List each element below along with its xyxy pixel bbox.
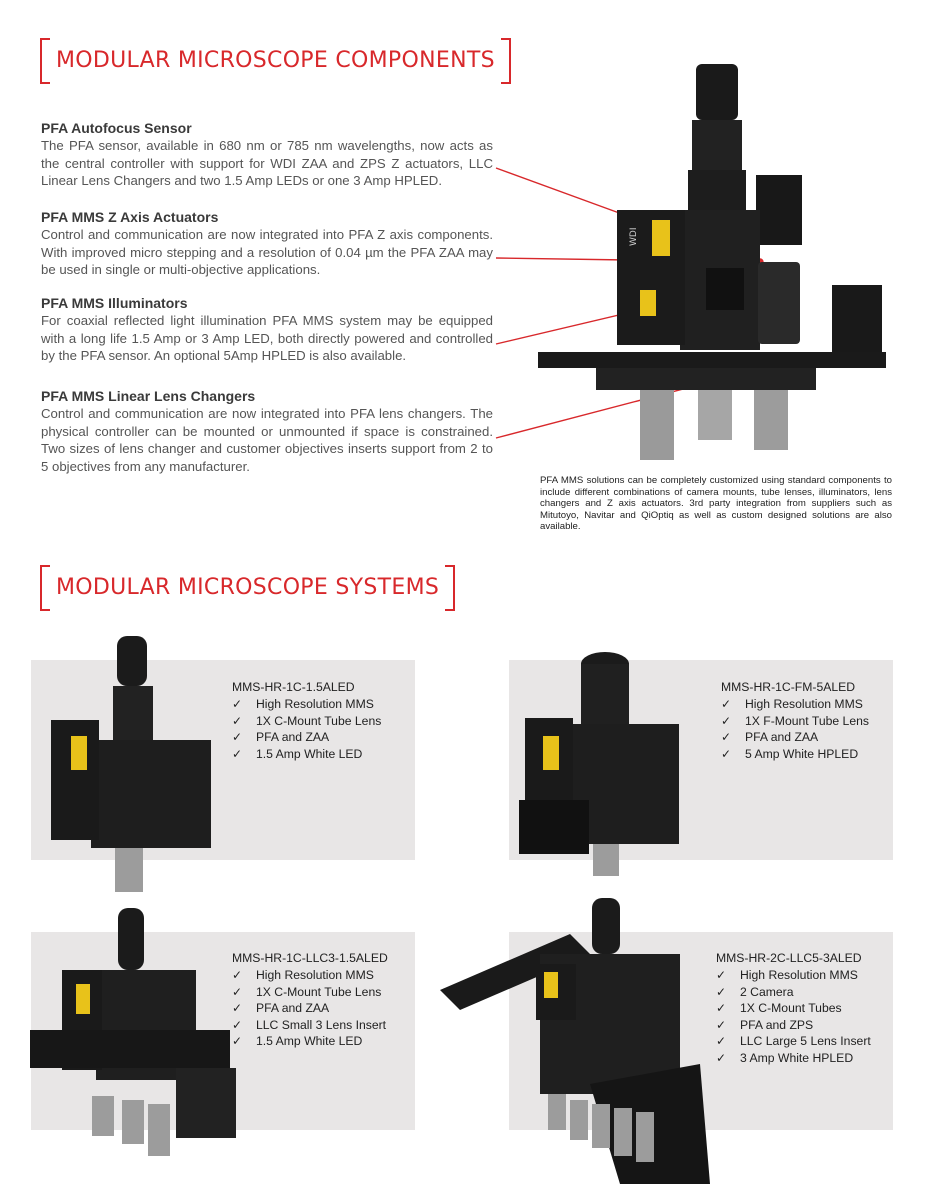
feature-title: PFA Autofocus Sensor	[41, 120, 192, 136]
feature-body: For coaxial reflected light illumination PFA MMS system may be equipped with a long life 1.5 Amp or 3 Amp LED, both directly powered and controlled by the PFA sensor. An optional 5Amp HPLED is also available.	[41, 313, 493, 364]
check-icon: ✓	[232, 730, 243, 745]
system-feature-list	[232, 696, 381, 762]
list-item: ✓ 1.5 Amp White LED	[232, 746, 363, 761]
check-icon: ✓	[232, 697, 243, 711]
system-model: MMS-HR-1C-1.5ALED	[232, 680, 355, 694]
check-icon: ✓	[232, 968, 243, 982]
system-model: MMS-HR-1C-LLC3-1.5ALED	[232, 951, 388, 965]
list-item: ✓ 2 Camera	[716, 984, 794, 999]
check-icon: ✓	[716, 1017, 727, 1032]
feature-title: PFA MMS Z Axis Actuators	[41, 209, 219, 225]
system-2-illustration	[509, 640, 709, 880]
list-item: ✓ LLC Large 5 Lens Insert	[716, 1034, 871, 1049]
check-icon: ✓	[232, 984, 243, 999]
system-feature-list	[232, 967, 388, 1050]
feature-body: Control and communication are now integrated into PFA lens changers. The physical controller can be mounted or unmounted if space is constrained. Two sizes of lens changer and customer objectives inserts support from 2 to 5 objectives from any manufacturer.	[41, 406, 493, 474]
list-item: ✓ 1.5 Amp White LED	[232, 1034, 363, 1049]
check-icon: ✓	[232, 746, 243, 761]
check-icon: ✓	[721, 746, 732, 761]
list-item: ✓ PFA and ZAA	[232, 1001, 330, 1016]
feature-body: The PFA sensor, available in 680 nm or 785 nm wavelengths, now acts as the central controller with support for WDI ZAA and ZPS Z actuators, LLC Linear Lens Changers and two 1.5 Amp LEDs or one 3 Amp HPLED.	[41, 138, 493, 189]
system-4-info	[716, 951, 871, 1067]
system-feature-list	[721, 696, 869, 762]
component-assembly-illustration	[0, 0, 927, 470]
list-item: ✓ High Resolution MMS	[232, 968, 374, 982]
check-icon: ✓	[716, 1001, 727, 1016]
list-item: ✓ PFA and ZAA	[721, 730, 819, 745]
list-item: ✓ LLC Small 3 Lens Insert	[232, 1017, 387, 1032]
check-icon: ✓	[232, 1034, 243, 1049]
wdi-logo: WDI	[629, 227, 639, 246]
system-3-illustration	[26, 900, 246, 1165]
system-model: MMS-HR-2C-LLC5-3ALED	[716, 951, 862, 965]
feature-title: PFA MMS Linear Lens Changers	[41, 388, 256, 404]
list-item: ✓ 1X C-Mount Tube Lens	[232, 984, 382, 999]
system-3-info	[232, 951, 388, 1050]
system-4-illustration	[440, 894, 710, 1179]
system-model: MMS-HR-1C-FM-5ALED	[721, 680, 856, 694]
check-icon: ✓	[232, 1001, 243, 1016]
check-icon: ✓	[721, 730, 732, 745]
list-item: ✓ PFA and ZAA	[232, 730, 330, 745]
check-icon: ✓	[232, 713, 243, 728]
feature-title: PFA MMS Illuminators	[41, 295, 188, 311]
check-icon: ✓	[716, 984, 727, 999]
list-item: ✓ 5 Amp White HPLED	[721, 746, 859, 761]
check-icon: ✓	[721, 713, 732, 728]
list-item: ✓ High Resolution MMS	[716, 968, 858, 982]
list-item: ✓ 1X C-Mount Tubes	[716, 1001, 842, 1016]
component-image-caption: PFA MMS solutions can be completely customized using standard components to include different combinations of camera mounts, tube lenses, illuminators, lens changers and Z axis actuators. 3rd party integration from suppliers such as Mitutoyo, Navitar and QiOptiq as well as custom designed solutions are also available.	[540, 475, 892, 533]
list-item: ✓ 1X F-Mount Tube Lens	[721, 713, 869, 728]
system-1-illustration	[31, 630, 241, 895]
system-feature-list	[716, 967, 871, 1067]
check-icon: ✓	[232, 1017, 243, 1032]
check-icon: ✓	[716, 1034, 727, 1049]
check-icon: ✓	[716, 1050, 727, 1065]
check-icon: ✓	[716, 968, 727, 982]
system-1-info	[232, 680, 381, 762]
list-item: ✓ High Resolution MMS	[232, 697, 374, 711]
feature-body: Control and communication are now integrated into PFA Z axis components. With improved micro stepping and a resolution of 0.04 µm the PFA ZAA may be used in single or multi-objective applications.	[41, 227, 493, 278]
check-icon: ✓	[721, 697, 732, 711]
components-heading: MODULAR MICROSCOPE COMPONENTS	[40, 38, 511, 84]
systems-heading: MODULAR MICROSCOPE SYSTEMS	[40, 565, 455, 611]
list-item: ✓ 1X C-Mount Tube Lens	[232, 713, 382, 728]
list-item: ✓ PFA and ZPS	[716, 1017, 814, 1032]
system-2-info	[721, 680, 869, 762]
list-item: ✓ 3 Amp White HPLED	[716, 1050, 854, 1065]
list-item: ✓ High Resolution MMS	[721, 697, 863, 711]
